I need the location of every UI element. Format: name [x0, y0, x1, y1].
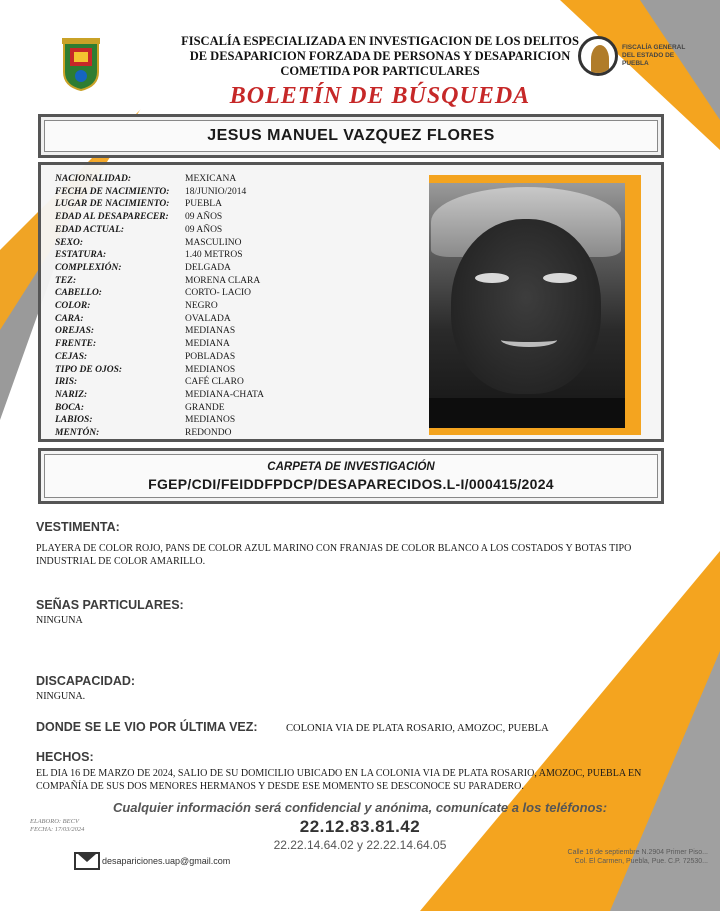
phone-main: 22.12.83.81.42 — [299, 817, 421, 836]
field-label: SEXO: — [55, 237, 83, 248]
name-box — [38, 114, 664, 158]
field-value: MEDIANOS — [185, 415, 236, 426]
contact-message: Cualquier información será confidencial y anónima, comunícate a los teléfonos: — [112, 800, 608, 815]
fiscalia-logo — [578, 34, 688, 78]
field-value: MEXICANA — [185, 174, 237, 184]
photo-eye-right — [543, 273, 577, 283]
field-value: PUEBLA — [185, 199, 222, 210]
field-value: REDONDO — [185, 428, 232, 439]
investigation-label: CARPETA DE INVESTIGACIÓN — [267, 461, 435, 473]
description-fields — [55, 173, 415, 440]
field-value: MEDIANOS — [185, 364, 236, 375]
field-value: 09 AÑOS — [185, 224, 223, 235]
field-row — [55, 211, 415, 224]
field-row — [55, 402, 415, 415]
field-label: FRENTE: — [55, 339, 97, 350]
vestimenta-heading: VESTIMENTA: — [36, 520, 120, 534]
photo-face — [451, 219, 601, 394]
field-label: NARIZ: — [55, 389, 88, 400]
photo-mouth — [501, 333, 557, 347]
office-address — [498, 848, 708, 866]
logo-text-line-3: PUEBLA — [622, 60, 649, 67]
email-contact — [74, 852, 230, 870]
photo-eye-left — [475, 273, 509, 283]
field-label: BOCA: — [55, 402, 85, 413]
header — [180, 34, 580, 110]
field-row — [55, 338, 415, 351]
field-row — [55, 186, 415, 199]
address-line-2: Col. El Carmen, Puebla, Pue. C.P. 72530... — [574, 858, 708, 865]
discapacidad-text: NINGUNA. — [36, 691, 86, 702]
phone-secondary: 22.22.14.64.02 y 22.22.14.64.05 — [273, 838, 447, 852]
person-name: JESUS MANUEL VAZQUEZ FLORES — [207, 127, 495, 144]
fiscalia-logo-icon — [578, 36, 618, 76]
field-label: LABIOS: — [55, 415, 93, 426]
field-value: MASCULINO — [185, 237, 242, 248]
field-label: LUGAR DE NACIMIENTO: — [55, 199, 170, 210]
field-row — [55, 313, 415, 326]
discapacidad-heading: DISCAPACIDAD: — [36, 674, 136, 688]
field-label: CEJAS: — [55, 351, 88, 362]
field-row — [55, 427, 415, 440]
field-row — [55, 198, 415, 211]
logo-text-line-1: FISCALÍA GENERAL — [622, 44, 686, 51]
field-label: IRIS: — [55, 377, 78, 388]
field-row — [55, 351, 415, 364]
field-label: FECHA DE NACIMIENTO: — [55, 186, 170, 197]
ultima-vez-text: COLONIA VIA DE PLATA ROSARIO, AMOZOC, PUEBLA — [286, 723, 549, 734]
field-row — [55, 287, 415, 300]
fiscalia-logo-text — [622, 44, 685, 68]
agency-line-1: FISCALÍA ESPECIALIZADA EN INVESTIGACION DE LOS DELITOS — [181, 34, 579, 48]
field-label: TIPO DE OJOS: — [55, 364, 123, 375]
field-value: MEDIANAS — [185, 326, 236, 337]
field-row — [55, 376, 415, 389]
agency-line-2: DE DESAPARICION FORZADA DE PERSONAS Y DESAPARICION — [189, 49, 571, 63]
senas-heading: SEÑAS PARTICULARES: — [36, 598, 184, 612]
field-value: 18/JUNIO/2014 — [185, 186, 247, 197]
field-row — [55, 173, 415, 186]
field-label: OREJAS: — [55, 326, 95, 337]
contact-section — [0, 800, 720, 852]
hechos-text: EL DIA 16 DE MARZO DE 2024, SALIO DE SU DOMICILIO UBICADO EN LA COLONIA VIA DE PLATA ROSARIO, AMOZOC, PUEBLA EN COMPAÑÍA DE SUS DOS MENORES HERMANOS Y DESDE ESE MOMENTO SE DESCONOCE SU PARADERO. — [36, 768, 642, 792]
field-label: ESTATURA: — [55, 250, 107, 261]
elaboro-text: ELABORO: BECV — [30, 818, 79, 825]
field-value: 09 AÑOS — [185, 212, 223, 223]
address-line-1: Calle 16 de septiembre N.2904 Primer Piso... — [567, 849, 708, 856]
field-label: CABELLO: — [55, 288, 102, 299]
field-value: DELGADA — [185, 262, 231, 273]
field-label: TEZ: — [55, 275, 77, 286]
field-row — [55, 414, 415, 427]
field-row — [55, 325, 415, 338]
field-label: EDAD AL DESAPARECER: — [55, 212, 169, 223]
info-box — [38, 162, 664, 442]
logo-text-line-2: DEL ESTADO DE — [622, 52, 675, 59]
field-row — [55, 300, 415, 313]
investigation-box — [38, 448, 664, 504]
field-row — [55, 237, 415, 250]
field-value: POBLADAS — [185, 351, 236, 362]
field-value: CORTO- LACIO — [185, 288, 252, 299]
field-row — [55, 249, 415, 262]
senas-text: NINGUNA — [36, 615, 83, 626]
field-value: 1.40 METROS — [185, 250, 243, 261]
field-label: MENTÓN: — [55, 428, 100, 439]
investigation-number: FGEP/CDI/FEIDDFPDCP/DESAPARECIDOS.L-I/000415/2024 — [148, 476, 554, 492]
field-row — [55, 364, 415, 377]
field-row — [55, 389, 415, 402]
field-value: MORENA CLARA — [185, 275, 261, 286]
field-label: NACIONALIDAD: — [55, 174, 132, 184]
fecha-text: FECHA: 17/03/2024 — [30, 826, 85, 833]
bulletin-title: BOLETÍN DE BÚSQUEDA — [229, 83, 531, 109]
field-value: CAFÉ CLARO — [185, 377, 244, 388]
field-label: COLOR: — [55, 301, 91, 312]
hechos-heading: HECHOS: — [36, 750, 94, 764]
ultima-vez-heading: DONDE SE LE VIO POR ÚLTIMA VEZ: — [36, 720, 258, 734]
field-value: NEGRO — [185, 301, 218, 312]
field-value: MEDIANA-CHATA — [185, 389, 264, 400]
person-photo — [429, 183, 625, 428]
field-row — [55, 224, 415, 237]
photo-shirt — [429, 398, 625, 428]
email-address: desapariciones.uap@gmail.com — [102, 856, 231, 866]
state-seal-icon — [60, 38, 102, 92]
field-row — [55, 275, 415, 288]
field-label: COMPLEXIÓN: — [55, 262, 122, 273]
envelope-icon — [74, 852, 100, 870]
elaboration-info — [30, 818, 84, 834]
agency-line-3: COMETIDA POR PARTICULARES — [280, 64, 480, 78]
vestimenta-text: PLAYERA DE COLOR ROJO, PANS DE COLOR AZUL MARINO CON FRANJAS DE COLOR BLANCO A LOS COSTADOS Y BOTAS TIPO INDUSTRIAL DE COLOR AMARILLO. — [36, 543, 632, 567]
field-label: EDAD ACTUAL: — [55, 224, 125, 235]
field-value: GRANDE — [185, 402, 225, 413]
field-label: CARA: — [55, 313, 84, 324]
field-value: OVALADA — [185, 313, 231, 324]
field-row — [55, 262, 415, 275]
field-value: MEDIANA — [185, 339, 230, 350]
